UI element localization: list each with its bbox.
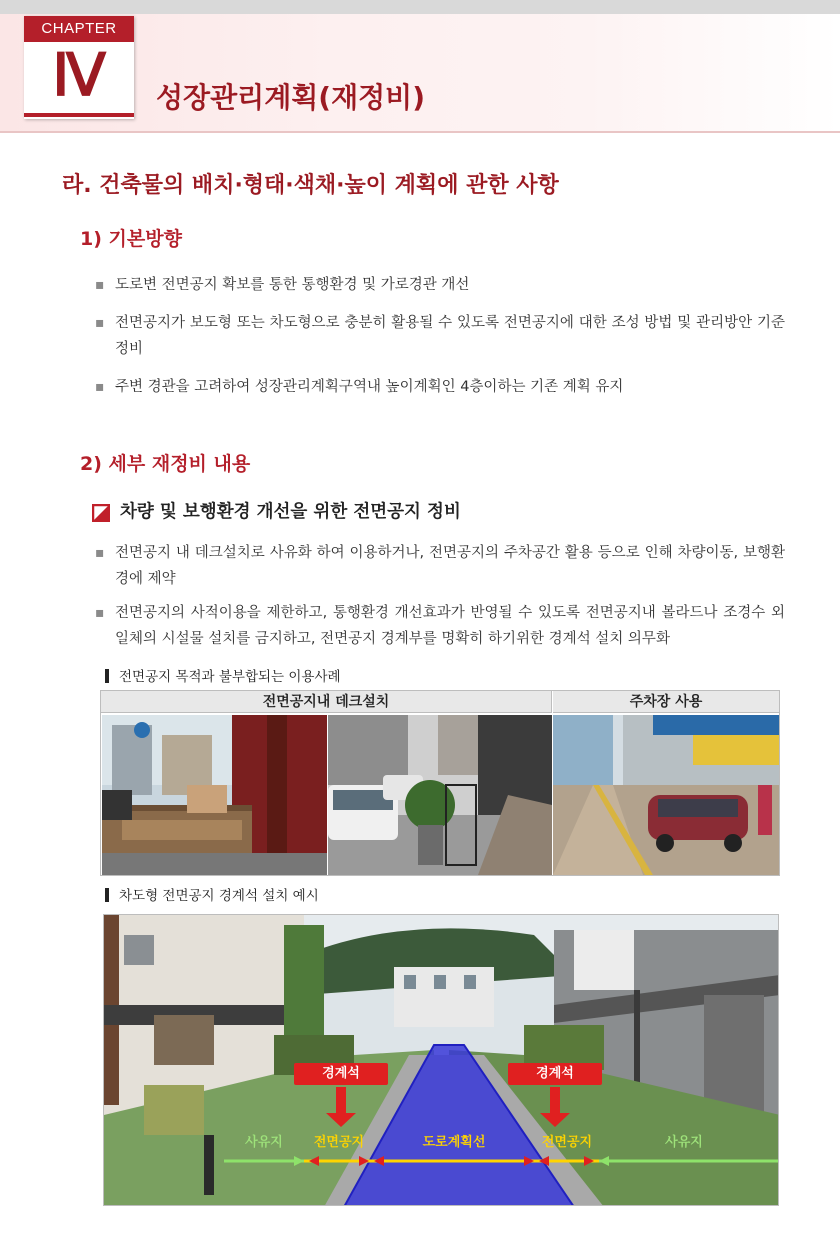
chapter-number: Ⅳ (52, 43, 106, 108)
detail-bullet-2-text: 전면공지의 사적이용을 제한하고, 통행환경 개선효과가 반영될 수 있도록 전면공지내 볼라드나 조경수 외 일체의 시설물 설치를 금지하고, 전면공지 경계부를 명확히 하기위한 경계석 설치 의무화 (115, 605, 785, 647)
basic-bullet-3-text: 주변 경관을 고려하여 성장관리계획구역내 높이계획인 4층이하는 기존 계획 유지 (115, 379, 624, 395)
detail-bullet-1-text: 전면공지 내 데크설치로 사유화 하여 이용하거나, 전면공지의 주차공간 활용 등으로 인해 차량이동, 보행환경에 제약 (115, 545, 785, 587)
photo-deck-2 (328, 715, 552, 875)
bullet-dot-icon: ▪ (95, 379, 105, 395)
basic-bullet-1 (95, 272, 785, 298)
basic-bullet-1-text: 도로변 전면공지 확보를 통한 통행환경 및 가로경관 개선 (115, 277, 470, 293)
photo-deck-1 (102, 715, 327, 875)
detail-bullet-1 (95, 540, 785, 592)
detail-bullet-2 (95, 600, 785, 652)
curb-tag-left: 경계석 (294, 1063, 388, 1085)
zone-road-line: 도로계획선 (422, 1135, 486, 1150)
zone-private-right: 사유지 (665, 1135, 703, 1150)
top-strip (0, 0, 840, 14)
curb-tag-right: 경계석 (508, 1063, 602, 1085)
caption-mark (105, 669, 109, 683)
figure1-caption (105, 667, 341, 687)
bullet-dot-icon: ▪ (95, 545, 105, 561)
header-rule (0, 131, 840, 133)
figure2-caption-text: 차도형 전면공지 경계석 설치 예시 (119, 888, 319, 904)
section-heading: 라. 건축물의 배치·형태·색채·높이 계획에 관한 사항 (62, 173, 559, 198)
detail-subheading-text: 차량 및 보행환경 개선을 위한 전면공지 정비 (120, 502, 461, 522)
basic-bullet-3 (95, 374, 785, 400)
chapter-title: 성장관리계획(재정비) (156, 81, 426, 114)
panel-head-deck: 전면공지내 데크설치 (101, 691, 552, 713)
photo-parking (553, 715, 779, 875)
basic-bullet-2 (95, 310, 785, 362)
panel-head-parking: 주차장 사용 (553, 691, 779, 713)
zone-frontyard-left: 전면공지 (313, 1135, 365, 1150)
detail-heading: 2) 세부 재정비 내용 (80, 453, 251, 475)
figure2-caption (105, 886, 319, 906)
bullet-dot-icon: ▪ (95, 605, 105, 621)
chapter-label: CHAPTER (24, 16, 134, 42)
bullet-dot-icon: ▪ (95, 277, 105, 293)
zone-frontyard-right: 전면공지 (541, 1135, 593, 1150)
basic-bullet-2-text: 전면공지가 보도형 또는 차도형으로 충분히 활용될 수 있도록 전면공지에 대한 조성 방법 및 관리방안 기준 정비 (115, 315, 785, 357)
figure1-caption-text: 전면공지 목적과 불부합되는 이용사례 (119, 669, 341, 685)
basic-direction-heading: 1) 기본방향 (80, 228, 182, 250)
figure2-photo (103, 914, 779, 1206)
figure1-photo-panel (100, 690, 780, 876)
zone-private-left: 사유지 (245, 1135, 283, 1150)
bullet-dot-icon: ▪ (95, 315, 105, 331)
chapter-badge (24, 16, 134, 119)
chapter-underline (24, 113, 134, 117)
square-bullet-icon (92, 504, 110, 522)
caption-mark (105, 888, 109, 902)
